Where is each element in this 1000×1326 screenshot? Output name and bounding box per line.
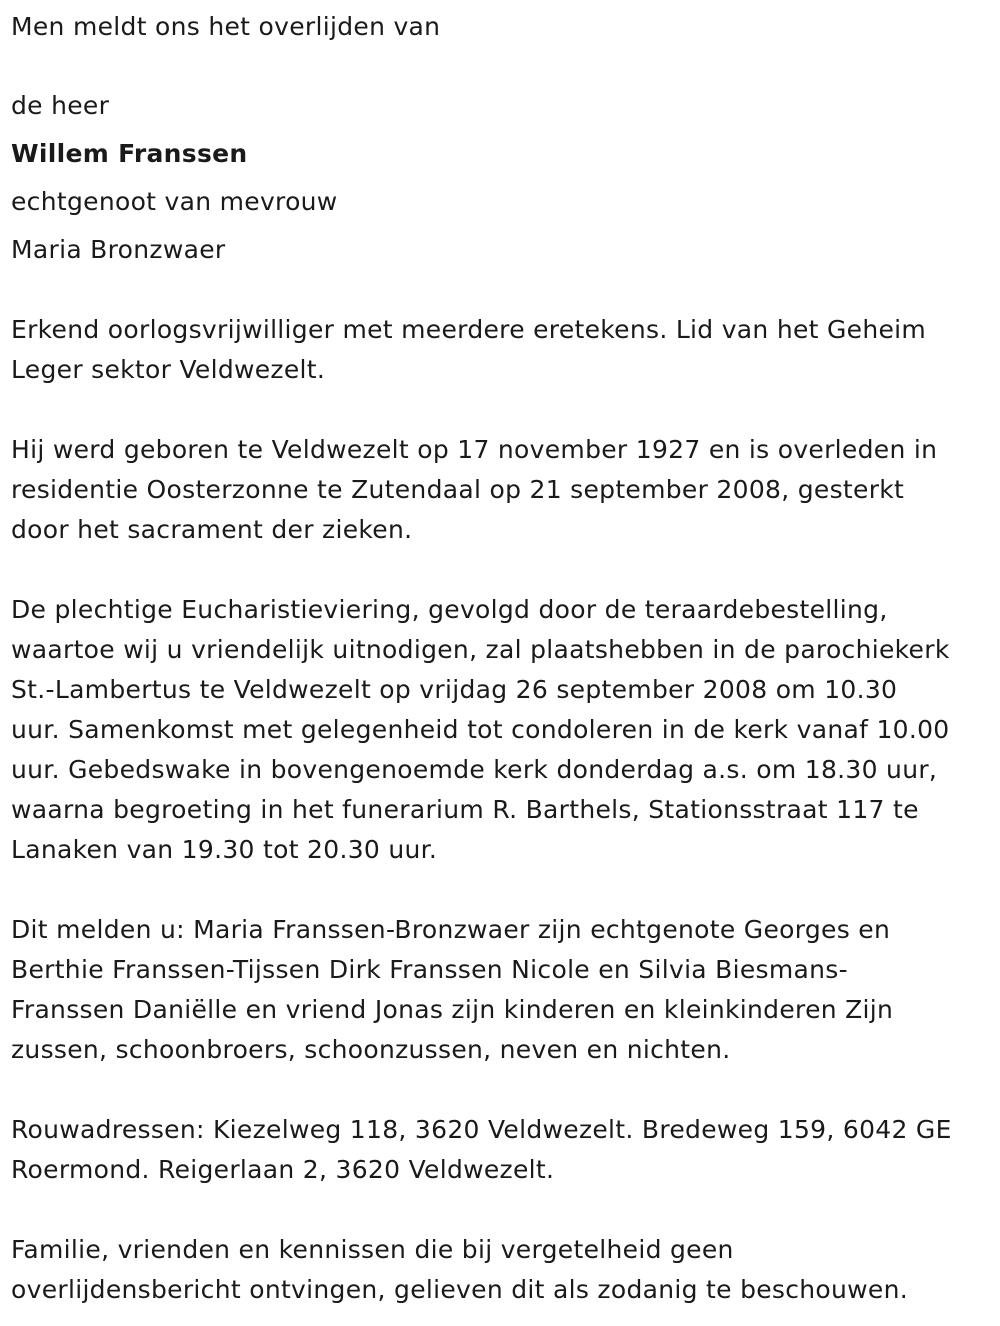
paragraph-line: Berthie Franssen-Tijssen Dirk Franssen Nicole en Silvia Biesmans- — [11, 955, 848, 984]
paragraph-line: overlijdensbericht ontvingen, gelieven dit als zodanig te beschouwen. — [11, 1275, 908, 1304]
paragraph-line: Familie, vrienden en kennissen die bij vergetelheid geen — [11, 1235, 734, 1264]
deceased-block — [11, 82, 338, 274]
salutation: de heer — [11, 91, 110, 120]
paragraph-line: Roermond. Reigerlaan 2, 3620 Veldwezelt. — [11, 1155, 555, 1184]
deceased-name: Willem Franssen — [11, 139, 248, 168]
paragraph-line: door het sacrament der zieken. — [11, 515, 413, 544]
paragraph-line: Lanaken van 19.30 tot 20.30 uur. — [11, 835, 438, 864]
intro-text: Men meldt ons het overlijden van — [11, 12, 441, 41]
paragraph-line: uur. Gebedswake in bovengenoemde kerk donderdag a.s. om 18.30 uur, — [11, 755, 938, 784]
paragraph-line: St.-Lambertus te Veldwezelt op vrijdag 26 september 2008 om 10.30 — [11, 675, 898, 704]
spouse-label: echtgenoot van mevrouw — [11, 187, 338, 216]
paragraph-ceremony — [11, 590, 991, 870]
paragraph-honors — [11, 310, 991, 390]
paragraph-family — [11, 910, 991, 1070]
paragraph-line: Franssen Daniëlle en vriend Jonas zijn kinderen en kleinkinderen Zijn — [11, 995, 894, 1024]
spouse-name: Maria Bronzwaer — [11, 235, 226, 264]
paragraph-line: waarna begroeting in het funerarium R. Barthels, Stationsstraat 117 te — [11, 795, 919, 824]
paragraph-line: Dit melden u: Maria Franssen-Bronzwaer zijn echtgenote Georges en — [11, 915, 891, 944]
paragraph-line: Hij werd geboren te Veldwezelt op 17 november 1927 en is overleden in — [11, 435, 938, 464]
paragraph-line: De plechtige Eucharistieviering, gevolgd door de teraardebestelling, — [11, 595, 888, 624]
paragraph-line: zussen, schoonbroers, schoonzussen, neven en nichten. — [11, 1035, 731, 1064]
paragraph-birth-death — [11, 430, 991, 550]
paragraph-line: Erkend oorlogsvrijwilliger met meerdere eretekens. Lid van het Geheim — [11, 315, 927, 344]
paragraph-line: residentie Oosterzonne te Zutendaal op 21 september 2008, gesterkt — [11, 475, 905, 504]
paragraph-line: Rouwadressen: Kiezelweg 118, 3620 Veldwezelt. Bredeweg 159, 6042 GE — [11, 1115, 952, 1144]
paragraph-addresses — [11, 1110, 991, 1190]
paragraph-line: waartoe wij u vriendelijk uitnodigen, zal plaatshebben in de parochiekerk — [11, 635, 950, 664]
paragraph-closing — [11, 1230, 991, 1310]
paragraph-line: uur. Samenkomst met gelegenheid tot condoleren in de kerk vanaf 10.00 — [11, 715, 950, 744]
paragraph-line: Leger sektor Veldwezelt. — [11, 355, 326, 384]
